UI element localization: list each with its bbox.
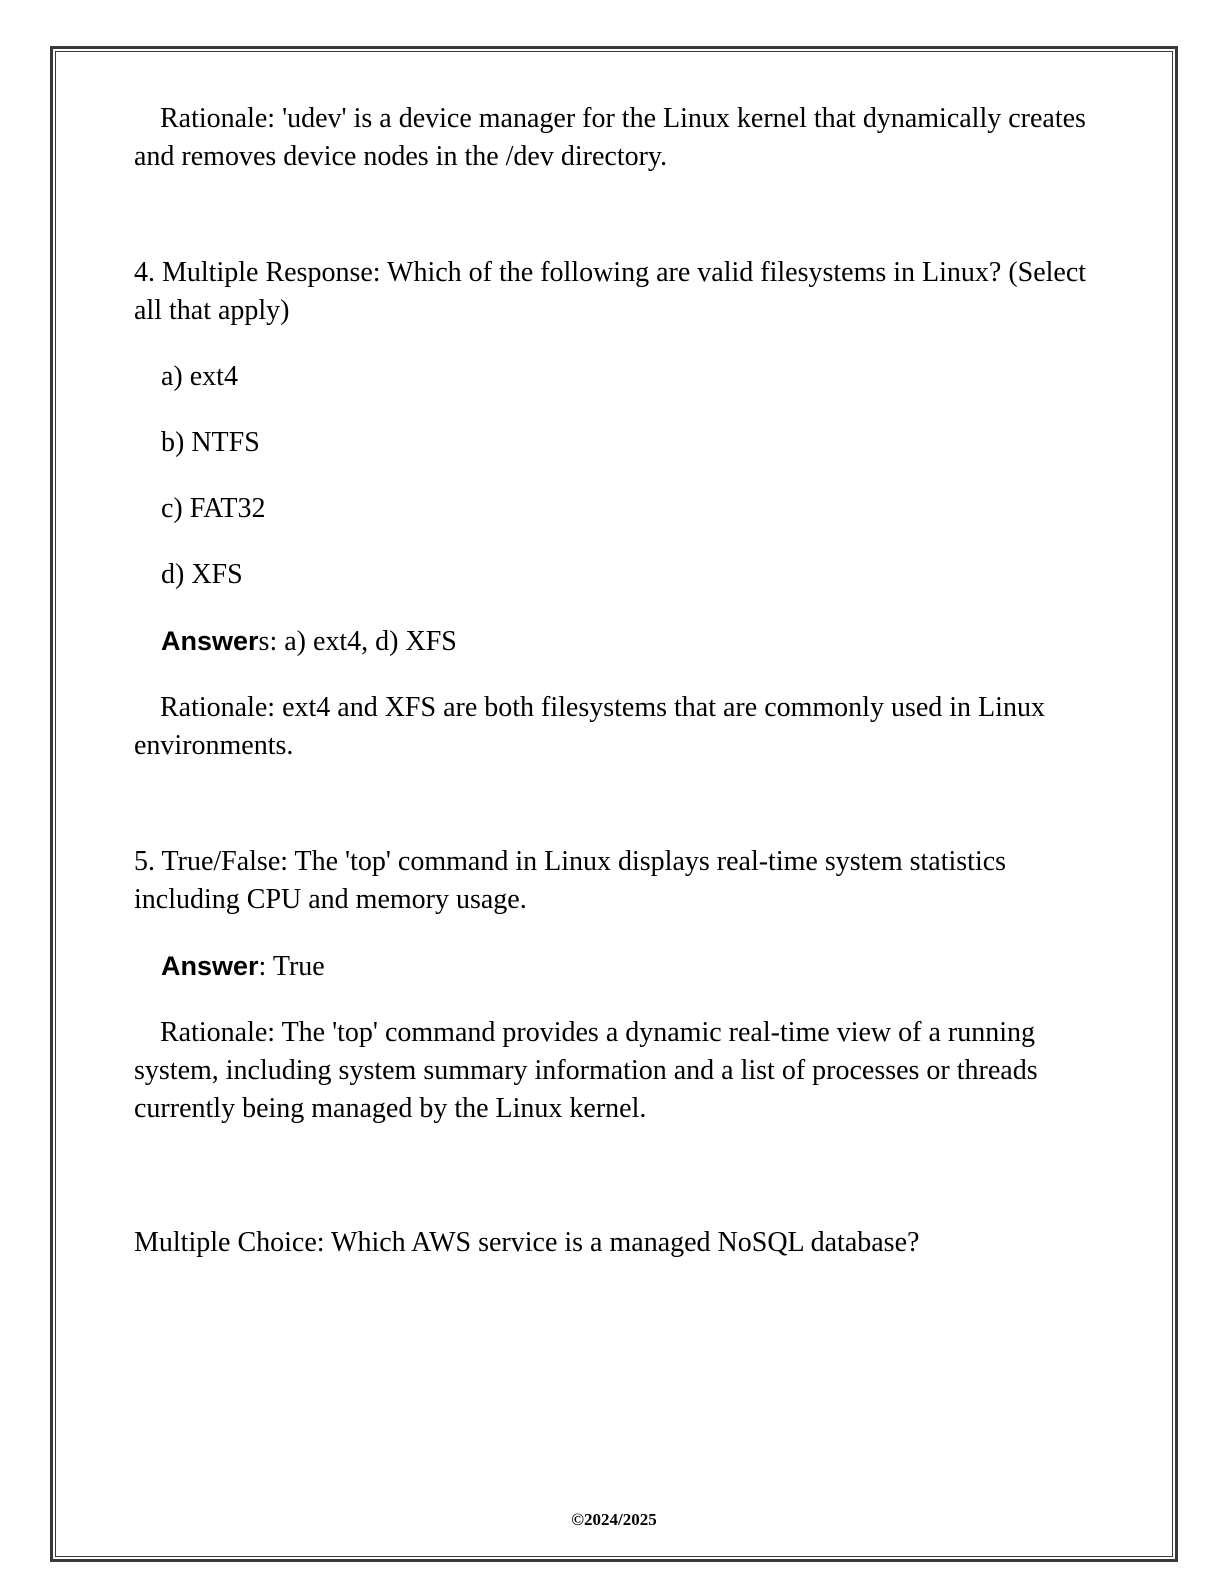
rationale-udev: Rationale: 'udev' is a device manager for the Linux kernel that dynamically creates and removes device nodes in the /dev directory. [134, 103, 1086, 172]
page-border [50, 46, 1178, 1562]
question-4-answer [161, 622, 1094, 661]
rationale-filesystems: Rationale: ext4 and XFS are both filesystems that are commonly used in Linux environments. [134, 692, 1045, 761]
answer-value: s: a) ext4, d) XFS [258, 626, 457, 657]
answer-label: Answer [161, 951, 259, 981]
question-4-option-c: c) FAT32 [161, 493, 266, 524]
answer-value: : True [258, 951, 325, 982]
document-body [134, 100, 1094, 1262]
question-4-option-a: a) ext4 [161, 361, 238, 392]
question-5: 5. True/False: The 'top' command in Linux displays real-time system statistics including CPU and memory usage. [134, 846, 1007, 915]
question-4-option-d: d) XFS [161, 559, 243, 590]
question-5-answer [161, 947, 1094, 986]
page-border-inner [55, 51, 1173, 1557]
rationale-top-command: Rationale: The 'top' command provides a dynamic real-time view of a running system, including system summary information and a list of processes or threads currently being managed by the Linux kernel. [134, 1017, 1038, 1124]
page-footer-copyright: ©2024/2025 [571, 1510, 657, 1529]
question-4: 4. Multiple Response: Which of the following are valid filesystems in Linux? (Select all that apply) [134, 257, 1087, 326]
answer-label: Answer [161, 626, 259, 656]
question-6: Multiple Choice: Which AWS service is a managed NoSQL database? [134, 1227, 920, 1258]
question-4-option-b: b) NTFS [161, 427, 260, 458]
